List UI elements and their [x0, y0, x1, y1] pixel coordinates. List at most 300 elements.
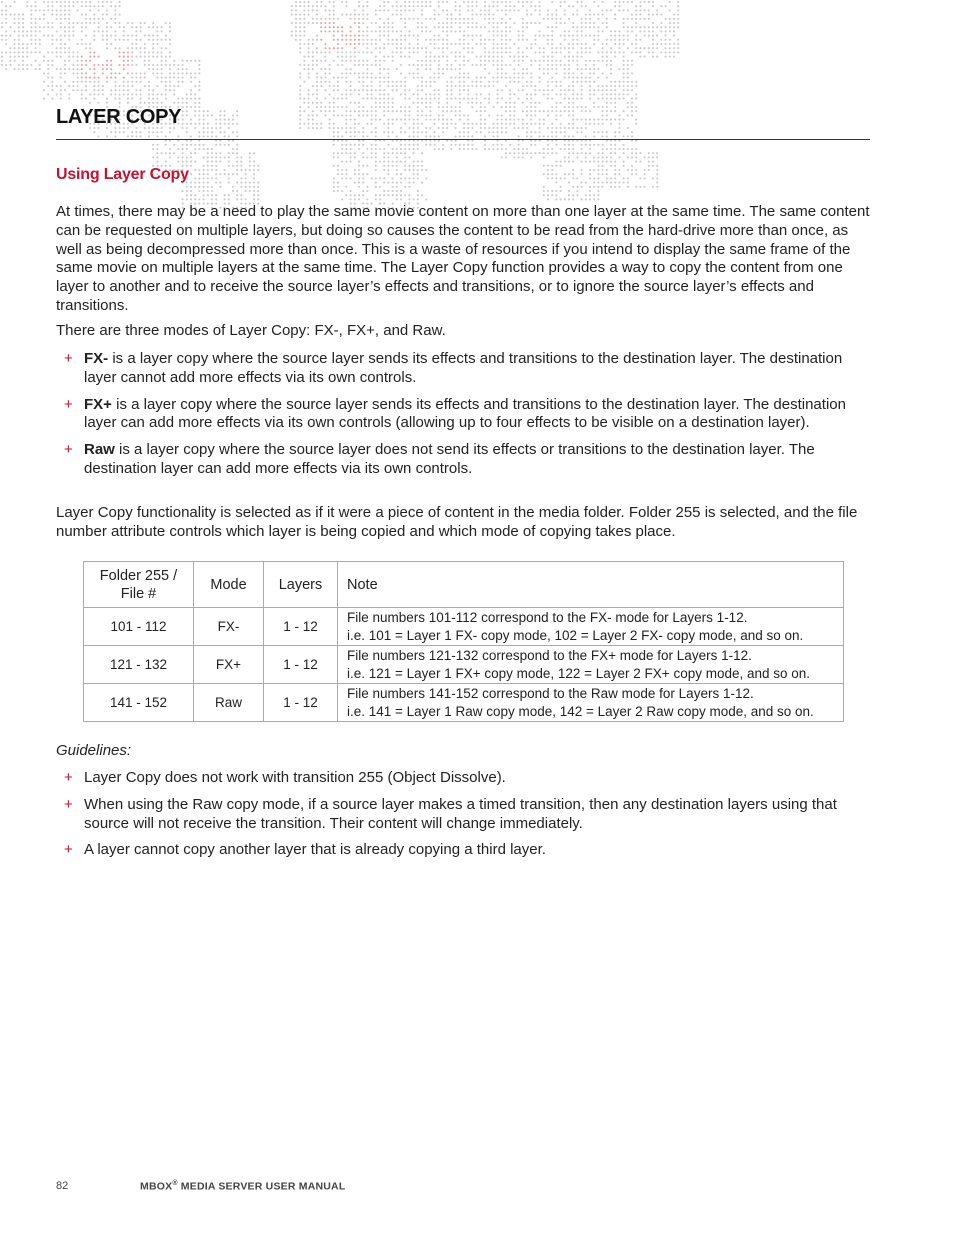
map-dot — [392, 131, 394, 133]
map-dot — [127, 35, 129, 37]
map-dot — [438, 77, 440, 79]
map-dot — [492, 22, 494, 24]
map-dot — [635, 123, 637, 125]
map-dot — [51, 39, 53, 41]
map-dot — [156, 68, 158, 70]
map-dot — [354, 18, 356, 20]
map-dot — [610, 165, 612, 167]
map-dot — [551, 1, 553, 3]
map-dot — [350, 110, 352, 112]
map-dot — [585, 26, 587, 28]
map-dot — [165, 22, 167, 24]
map-dot — [350, 26, 352, 28]
map-dot — [131, 60, 133, 62]
map-dot — [245, 186, 247, 188]
map-dot — [501, 114, 503, 116]
map-dot — [484, 68, 486, 70]
map-dot — [539, 14, 541, 16]
map-dot — [354, 14, 356, 16]
map-dot — [144, 56, 146, 58]
map-dot — [345, 89, 347, 91]
map-dot — [303, 5, 305, 7]
map-dot — [186, 102, 188, 104]
map-dot — [623, 18, 625, 20]
map-dot — [568, 182, 570, 184]
map-dot — [375, 156, 377, 158]
map-dot — [329, 119, 331, 121]
map-dot — [98, 5, 100, 7]
subsection-title: Using Layer Copy — [56, 166, 189, 183]
map-dot — [530, 135, 532, 137]
map-dot — [85, 89, 87, 91]
map-dot — [576, 35, 578, 37]
map-dot — [471, 14, 473, 16]
map-dot — [379, 194, 381, 196]
map-dot — [81, 93, 83, 95]
map-dot — [442, 43, 444, 45]
map-dot — [413, 127, 415, 129]
map-dot — [245, 182, 247, 184]
map-dot — [488, 60, 490, 62]
map-dot — [93, 18, 95, 20]
map-dot — [610, 60, 612, 62]
map-dot — [471, 123, 473, 125]
map-dot — [606, 18, 608, 20]
map-dot — [337, 114, 339, 116]
map-dot — [366, 51, 368, 53]
map-dot — [60, 68, 62, 70]
map-dot — [618, 43, 620, 45]
map-dot — [417, 127, 419, 129]
map-dot — [450, 77, 452, 79]
map-dot — [572, 144, 574, 146]
map-dot — [610, 35, 612, 37]
map-dot — [480, 77, 482, 79]
map-dot — [144, 85, 146, 87]
map-dot — [463, 135, 465, 137]
map-dot — [480, 131, 482, 133]
map-dot — [408, 127, 410, 129]
map-dot — [22, 56, 24, 58]
map-dot — [421, 169, 423, 171]
map-dot — [442, 110, 444, 112]
map-dot — [56, 18, 58, 20]
map-dot — [421, 30, 423, 32]
map-dot — [333, 102, 335, 104]
map-dot — [509, 77, 511, 79]
map-dot — [14, 43, 16, 45]
section-divider — [56, 139, 870, 140]
map-dot — [379, 26, 381, 28]
map-dot — [14, 22, 16, 24]
map-dot — [324, 114, 326, 116]
map-dot — [593, 186, 595, 188]
map-dot — [324, 72, 326, 74]
map-dot — [366, 123, 368, 125]
map-dot — [354, 194, 356, 196]
map-dot — [358, 64, 360, 66]
map-dot — [182, 106, 184, 108]
map-dot — [408, 43, 410, 45]
map-dot — [623, 1, 625, 3]
map-dot — [652, 43, 654, 45]
map-dot — [329, 102, 331, 104]
map-dot — [530, 1, 532, 3]
map-dot — [568, 47, 570, 49]
map-dot — [144, 72, 146, 74]
map-dot — [455, 9, 457, 11]
map-dot — [476, 43, 478, 45]
map-dot — [350, 18, 352, 20]
map-dot — [56, 47, 58, 49]
map-dot — [228, 161, 230, 163]
map-dot — [602, 144, 604, 146]
map-dot — [543, 152, 545, 154]
map-dot — [534, 51, 536, 53]
map-dot — [72, 22, 74, 24]
map-dot — [161, 56, 163, 58]
map-dot — [568, 30, 570, 32]
map-dot — [467, 114, 469, 116]
map-dot — [383, 110, 385, 112]
map-dot — [623, 98, 625, 100]
map-dot — [476, 148, 478, 150]
map-dot — [526, 152, 528, 154]
map-dot — [602, 131, 604, 133]
map-dot — [589, 72, 591, 74]
map-dot — [442, 119, 444, 121]
map-dot — [581, 152, 583, 154]
map-dot — [173, 64, 175, 66]
map-dot — [156, 39, 158, 41]
map-dot — [93, 93, 95, 95]
map-dot — [572, 60, 574, 62]
map-dot — [434, 148, 436, 150]
map-dot — [488, 18, 490, 20]
map-dot — [68, 47, 70, 49]
map-dot — [207, 190, 209, 192]
map-dot — [610, 93, 612, 95]
map-dot — [77, 9, 79, 11]
map-dot — [156, 35, 158, 37]
map-dot — [358, 194, 360, 196]
map-dot — [219, 182, 221, 184]
map-dot — [455, 106, 457, 108]
table-row — [84, 646, 844, 684]
map-dot — [652, 56, 654, 58]
map-dot — [341, 190, 343, 192]
map-dot — [467, 127, 469, 129]
map-dot — [593, 43, 595, 45]
map-dot — [627, 77, 629, 79]
map-dot — [329, 1, 331, 3]
map-dot — [362, 85, 364, 87]
map-dot — [354, 43, 356, 45]
map-dot — [408, 177, 410, 179]
map-dot — [635, 81, 637, 83]
map-dot — [488, 22, 490, 24]
map-dot — [455, 123, 457, 125]
map-dot — [610, 110, 612, 112]
map-dot — [417, 35, 419, 37]
map-dot — [148, 85, 150, 87]
map-dot — [333, 77, 335, 79]
map-dot — [400, 93, 402, 95]
map-dot — [232, 173, 234, 175]
map-dot — [345, 148, 347, 150]
map-dot — [329, 64, 331, 66]
map-dot — [539, 123, 541, 125]
map-dot — [589, 194, 591, 196]
map-dot — [299, 110, 301, 112]
map-dot — [316, 9, 318, 11]
map-dot — [555, 127, 557, 129]
map-dot — [530, 152, 532, 154]
map-dot — [22, 51, 24, 53]
map-dot — [467, 123, 469, 125]
map-dot — [51, 35, 53, 37]
map-dot — [635, 156, 637, 158]
map-dot — [22, 35, 24, 37]
map-dot — [392, 106, 394, 108]
map-dot — [618, 182, 620, 184]
map-dot — [207, 148, 209, 150]
map-dot — [656, 43, 658, 45]
map-dot — [560, 165, 562, 167]
map-dot — [102, 5, 104, 7]
map-dot — [119, 1, 121, 3]
map-dot — [5, 18, 7, 20]
map-dot — [47, 64, 49, 66]
map-dot — [484, 43, 486, 45]
map-dot — [564, 98, 566, 100]
map-dot — [358, 114, 360, 116]
map-dot — [597, 194, 599, 196]
map-dot — [47, 60, 49, 62]
map-dot — [211, 131, 213, 133]
map-dot — [602, 72, 604, 74]
map-dot — [421, 123, 423, 125]
map-dot — [161, 51, 163, 53]
map-dot — [400, 148, 402, 150]
map-dot — [446, 64, 448, 66]
map-dot — [316, 47, 318, 49]
map-dot — [568, 173, 570, 175]
map-dot — [68, 9, 70, 11]
map-dot — [198, 60, 200, 62]
map-dot — [366, 72, 368, 74]
map-dot — [564, 198, 566, 200]
map-dot — [135, 93, 137, 95]
manual-brand: MBOX — [140, 1180, 173, 1193]
map-dot — [345, 127, 347, 129]
map-dot — [215, 194, 217, 196]
map-dot — [585, 194, 587, 196]
map-dot — [203, 173, 205, 175]
map-dot — [39, 51, 41, 53]
map-dot — [392, 22, 394, 24]
map-dot — [555, 9, 557, 11]
map-dot — [392, 89, 394, 91]
map-dot — [581, 110, 583, 112]
map-dot — [106, 35, 108, 37]
map-dot — [194, 114, 196, 116]
map-dot — [22, 18, 24, 20]
map-dot — [169, 89, 171, 91]
map-dot — [51, 77, 53, 79]
map-dot — [564, 131, 566, 133]
map-dot — [236, 144, 238, 146]
map-dot — [547, 93, 549, 95]
map-dot — [329, 47, 331, 49]
map-dot — [593, 35, 595, 37]
map-dot — [530, 22, 532, 24]
map-dot — [648, 47, 650, 49]
map-dot — [421, 131, 423, 133]
map-dot — [585, 123, 587, 125]
map-dot — [135, 89, 137, 91]
map-dot — [245, 173, 247, 175]
map-dot — [375, 148, 377, 150]
map-dot — [555, 26, 557, 28]
map-dot — [522, 152, 524, 154]
map-dot — [198, 173, 200, 175]
map-dot — [547, 144, 549, 146]
map-dot — [81, 22, 83, 24]
map-dot — [576, 43, 578, 45]
map-dot — [631, 110, 633, 112]
map-dot — [534, 93, 536, 95]
map-dot — [198, 89, 200, 91]
map-dot — [337, 135, 339, 137]
map-dot — [656, 152, 658, 154]
map-dot — [518, 47, 520, 49]
map-dot — [387, 169, 389, 171]
map-dot — [341, 98, 343, 100]
map-dot — [198, 114, 200, 116]
map-dot — [127, 98, 129, 100]
map-dot — [85, 47, 87, 49]
map-dot — [366, 5, 368, 7]
map-dot — [606, 89, 608, 91]
map-dot — [425, 131, 427, 133]
map-dot — [459, 77, 461, 79]
map-dot — [77, 56, 79, 58]
map-dot — [602, 89, 604, 91]
map-dot — [47, 93, 49, 95]
map-dot — [60, 5, 62, 7]
map-dot — [194, 198, 196, 200]
map-dot — [648, 169, 650, 171]
map-dot — [207, 152, 209, 154]
map-dot — [593, 14, 595, 16]
map-dot — [627, 72, 629, 74]
map-dot — [392, 177, 394, 179]
map-dot — [568, 148, 570, 150]
file-range-cell: 141 - 152 — [84, 684, 194, 722]
map-dot — [375, 22, 377, 24]
map-dot — [602, 152, 604, 154]
map-dot — [627, 177, 629, 179]
map-dot — [303, 14, 305, 16]
map-dot — [400, 173, 402, 175]
map-dot — [337, 39, 339, 41]
map-dot — [215, 152, 217, 154]
map-dot — [417, 169, 419, 171]
map-dot — [635, 148, 637, 150]
map-dot — [106, 98, 108, 100]
map-dot — [232, 114, 234, 116]
map-dot — [543, 123, 545, 125]
map-dot — [152, 89, 154, 91]
map-dot — [408, 114, 410, 116]
map-dot — [60, 56, 62, 58]
map-dot — [610, 102, 612, 104]
map-dot — [131, 26, 133, 28]
map-dot — [177, 156, 179, 158]
map-dot — [392, 161, 394, 163]
map-dot — [639, 186, 641, 188]
map-dot — [72, 35, 74, 37]
map-dot — [219, 152, 221, 154]
map-dot — [534, 152, 536, 154]
map-dot — [85, 60, 87, 62]
map-dot — [350, 56, 352, 58]
map-dot — [614, 39, 616, 41]
map-dot — [68, 60, 70, 62]
map-dot — [425, 144, 427, 146]
map-dot — [299, 1, 301, 3]
map-dot — [446, 35, 448, 37]
map-dot — [140, 135, 142, 137]
map-dot — [56, 85, 58, 87]
map-dot — [77, 77, 79, 79]
map-dot — [182, 110, 184, 112]
map-dot — [186, 190, 188, 192]
map-dot — [333, 1, 335, 3]
map-dot — [56, 68, 58, 70]
map-dot — [442, 30, 444, 32]
map-dot — [417, 47, 419, 49]
map-dot — [593, 89, 595, 91]
map-dot — [371, 93, 373, 95]
map-dot — [576, 81, 578, 83]
map-dot — [417, 77, 419, 79]
map-dot — [530, 106, 532, 108]
map-dot — [421, 89, 423, 91]
map-dot — [539, 127, 541, 129]
note-cell — [338, 646, 844, 684]
map-dot — [492, 131, 494, 133]
map-dot — [513, 43, 515, 45]
map-dot — [492, 35, 494, 37]
map-dot — [421, 77, 423, 79]
map-dot — [555, 72, 557, 74]
map-dot — [400, 35, 402, 37]
map-dot — [144, 47, 146, 49]
map-dot — [106, 9, 108, 11]
map-dot — [358, 51, 360, 53]
map-dot — [526, 14, 528, 16]
map-dot — [568, 135, 570, 137]
map-dot — [547, 169, 549, 171]
selection-paragraph: Layer Copy functionality is selected as if it were a piece of content in the media folder. Folder 255 is selected, and the file number attribute controls which layer is being copied and which mode of copying takes place. — [56, 504, 858, 540]
map-dot — [396, 5, 398, 7]
map-dot — [614, 165, 616, 167]
map-dot — [240, 177, 242, 179]
map-dot — [308, 127, 310, 129]
map-dot — [383, 148, 385, 150]
